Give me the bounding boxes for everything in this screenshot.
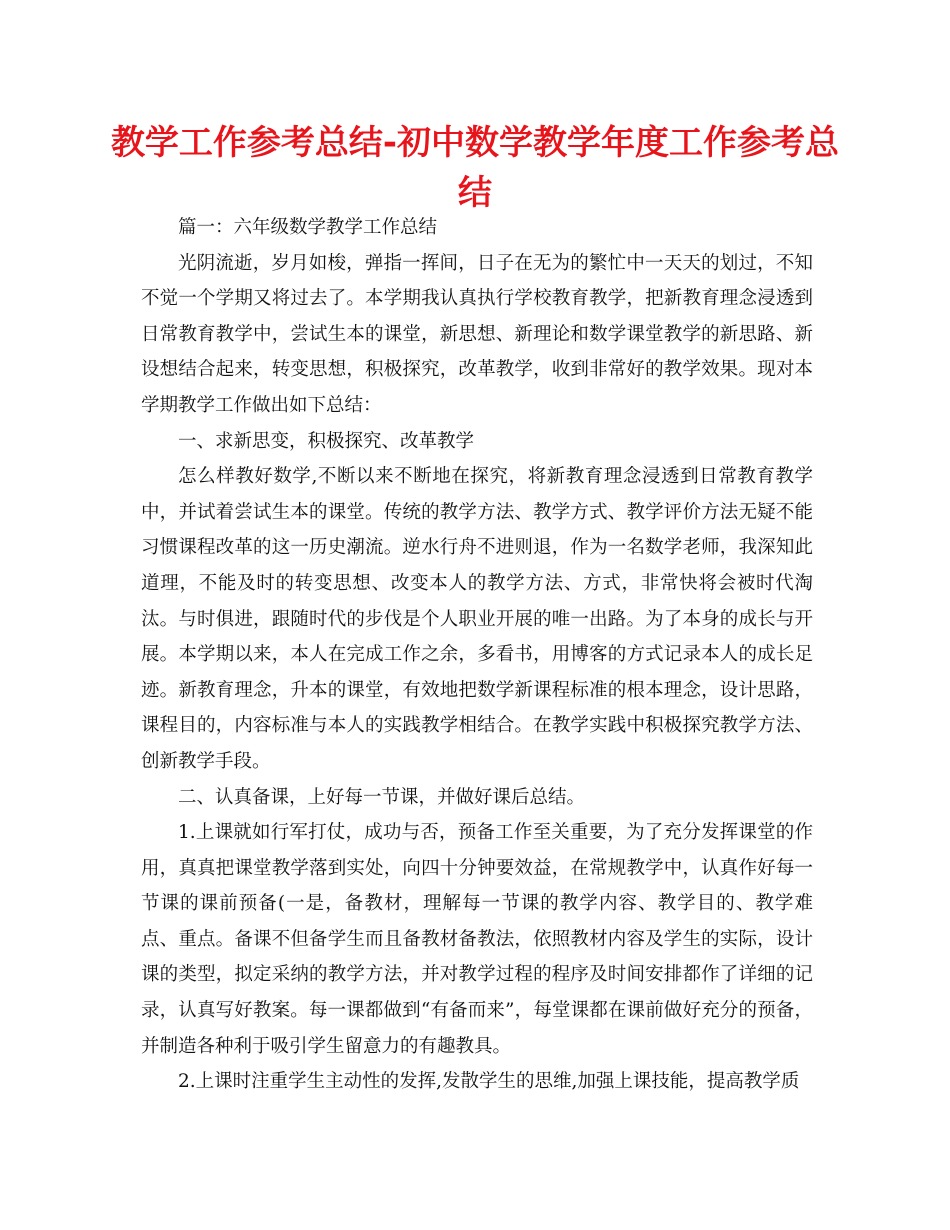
paragraph-intro: 光阴流逝，岁月如梭，弹指一挥间，日子在无为的繁忙中一天天的划过，不知不觉一个学期又将过去了。本学期我认真执行学校教育教学，把新教育理念浸透到日常教育教学中，尝试生本的课堂，新思想、新理论和数学课堂教学的新思路、新设想结合起来，转变思想，积极探究，改革教学，收到非常好的教学效果。现对本学期教学工作做出如下总结： <box>141 252 813 416</box>
paragraph-section-one: 怎么样教好数学,不断以来不断地在探究，将新教育理念浸透到日常教育教学中，并试着尝试生本的课堂。传统的教学方法、教学方式、教学评价方法无疑不能习惯课程改革的这一历史潮流。逆水行舟不进则退，作为一名数学老师，我深知此道理，不能及时的转变思想、改变本人的教学方法、方式，非常快将会被时代淘汰。与时俱进，跟随时代的步伐是个人职业开展的唯一出路。为了本身的成长与开展。本学期以来，本人在完成工作之余，多看书，用博客的方式记录本人的成长足迹。新教育理念，升本的课堂，有效地把数学新课程标准的根本理念，设计思路，课程目的，内容标准与本人的实践教学相结合。在教学实践中积极探究教学方法、创新教学手段。 <box>141 466 813 772</box>
document-body <box>141 210 813 1100</box>
section-heading-one: 一、求新思变，积极探究、改革教学 <box>178 430 475 452</box>
paragraph-item-2: 2.上课时注重学生主动性的发挥,发散学生的思维,加强上课技能，提高教学质 <box>178 1071 800 1093</box>
document-title: 教学工作参考总结-初中数学教学年度工作参考总结 <box>110 123 840 213</box>
section-heading-part-one: 篇一：六年级数学教学工作总结 <box>178 217 438 238</box>
paragraph-item-1: 1.上课就如行军打仗，成功与否，预备工作至关重要，为了充分发挥课堂的作用，真真把课堂教学落到实处，向四十分钟要效益，在常规教学中，认真作好每一节课的课前预备(一是，备教材，理解每一节课的教学内容、教学目的、教学难点、重点。备课不但备学生而且备教材备教法，依照教材内容及学生的实际，设计课的类型，拟定采纳的教学方法，并对教学过程的程序及时间安排都作了详细的记录，认真写好教案。每一课都做到“有备而来”，每堂课都在课前做好充分的预备，并制造各种利于吸引学生留意力的有趣教具。 <box>141 822 813 1057</box>
section-heading-two: 二、认真备课，上好每一节课，并做好课后总结。 <box>178 786 586 808</box>
